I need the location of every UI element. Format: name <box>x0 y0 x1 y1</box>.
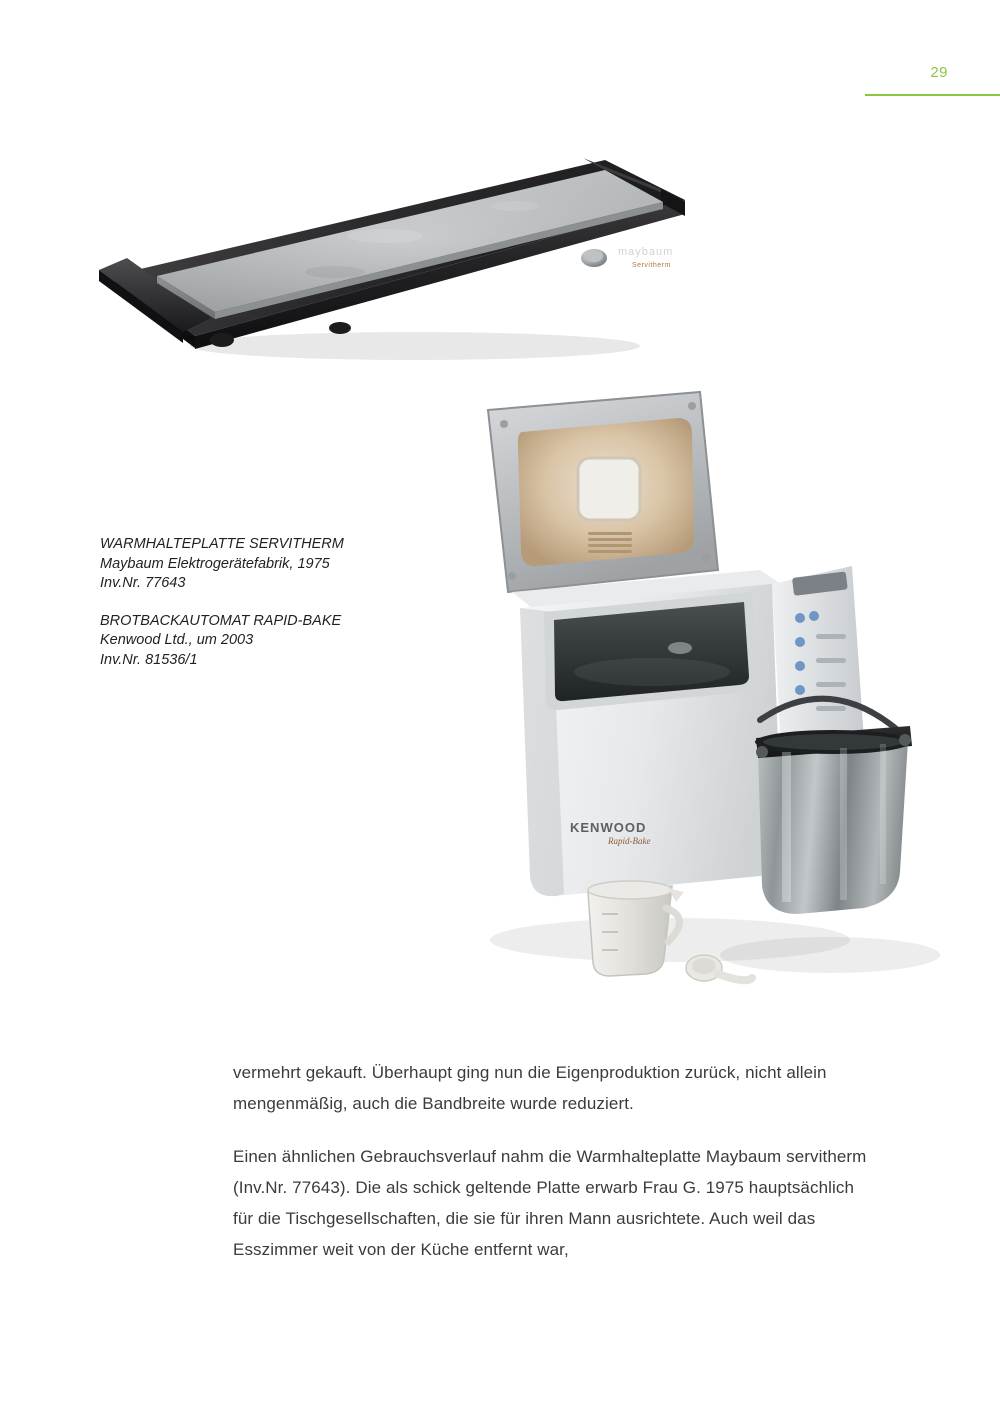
page-number: 29 <box>930 64 948 81</box>
figure-captions <box>100 535 400 670</box>
caption-hotplate <box>100 535 400 594</box>
caption-breadmaker-title: BROTBACKAUTOMAT RAPID-BAKE <box>100 612 342 629</box>
lid-viewing-window <box>578 458 640 520</box>
caption-hotplate-title: WARMHALTEPLATTE SERVITHERM <box>100 536 344 552</box>
svg-text:maybaum: maybaum <box>618 246 674 258</box>
breadmaker-illustration <box>460 380 980 1030</box>
breadmaker-lid[interactable] <box>488 392 718 592</box>
figure-breadmaker <box>460 380 980 1030</box>
breadmaker-brand-label: KENWOOD <box>570 820 647 835</box>
caption-breadmaker-maker: Kenwood Ltd., um 2003 <box>100 632 254 649</box>
hotplate-branding <box>570 225 700 285</box>
breadmaker-model-label: Rapid-Bake <box>608 836 651 846</box>
hotplate-feet <box>200 322 380 362</box>
caption-breadmaker-inventory: Inv.Nr. 81536/1 <box>100 651 198 668</box>
caption-hotplate-inventory: Inv.Nr. 77643 <box>100 575 186 592</box>
breadmaker-body <box>512 570 790 896</box>
caption-breadmaker <box>100 612 400 671</box>
body-paragraph-2: Einen ähnlichen Gebrauchsverlauf nahm die Warmhalteplatte Maybaum servitherm (Inv.Nr. 77643). Die als schick geltende Platte erwarb Frau G. 1975 hauptsächlich für die Tischgesellschaften, die sie für ihren Mann ausrichtete. Auch weil das Esszimmer weit von der Küche entfernt war, <box>233 1146 867 1259</box>
svg-text:Servitherm: Servitherm <box>632 262 671 269</box>
body-text <box>233 1058 873 1266</box>
header-rule-divider <box>865 94 1000 96</box>
bread-pan[interactable] <box>755 699 912 914</box>
caption-hotplate-maker: Maybaum Elektrogerätefabrik, 1975 <box>100 555 330 572</box>
body-paragraph-1: vermehrt gekauft. Überhaupt ging nun die Eigenproduktion zurück, nicht allein mengenmäßig, auch die Bandbreite wurde reduziert. <box>233 1063 827 1113</box>
figure-hotplate <box>85 140 705 370</box>
